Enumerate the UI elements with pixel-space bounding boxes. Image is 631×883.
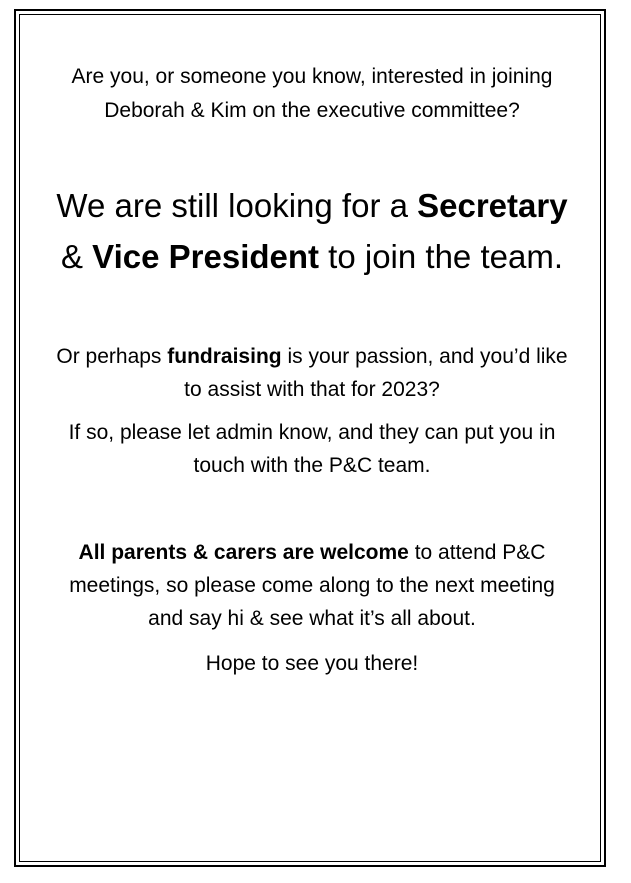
headline-part-1: We are still looking for a (56, 187, 418, 224)
fundraising-line-2: to assist with that for 2023? (184, 378, 440, 401)
intro-paragraph (20, 60, 604, 128)
closing-line: Hope to see you there! (205, 652, 419, 675)
fundraising-part-1: Or perhaps (56, 345, 168, 368)
meetings-line-2: meetings, so please come along to the next meeting (69, 574, 555, 597)
contact-line-2: touch with the P&C team. (193, 454, 431, 477)
intro-line-2: Deborah & Kim on the executive committee? (104, 99, 520, 122)
meetings-paragraph (20, 536, 604, 635)
fundraising-part-2: is your passion, and you’d like (281, 345, 568, 368)
flyer-content (20, 60, 604, 680)
headline-role-vice-president: Vice President (92, 238, 320, 275)
fundraising-bold: fundraising (167, 345, 282, 368)
headline-part-2: & (60, 238, 93, 275)
headline-role-secretary: Secretary (417, 187, 568, 224)
contact-line-1: If so, please let admin know, and they can put you in (68, 421, 556, 444)
meetings-bold: All parents & carers are welcome (78, 541, 409, 564)
headline-part-3: to join the team. (319, 238, 563, 275)
meetings-line-3: and say hi & see what it’s all about. (148, 607, 476, 630)
meetings-part-1: to attend P&C (408, 541, 546, 564)
contact-paragraph (20, 416, 604, 482)
intro-line-1: Are you, or someone you know, interested in joining (71, 65, 553, 88)
fundraising-paragraph (20, 340, 604, 406)
headline-paragraph (20, 180, 604, 282)
